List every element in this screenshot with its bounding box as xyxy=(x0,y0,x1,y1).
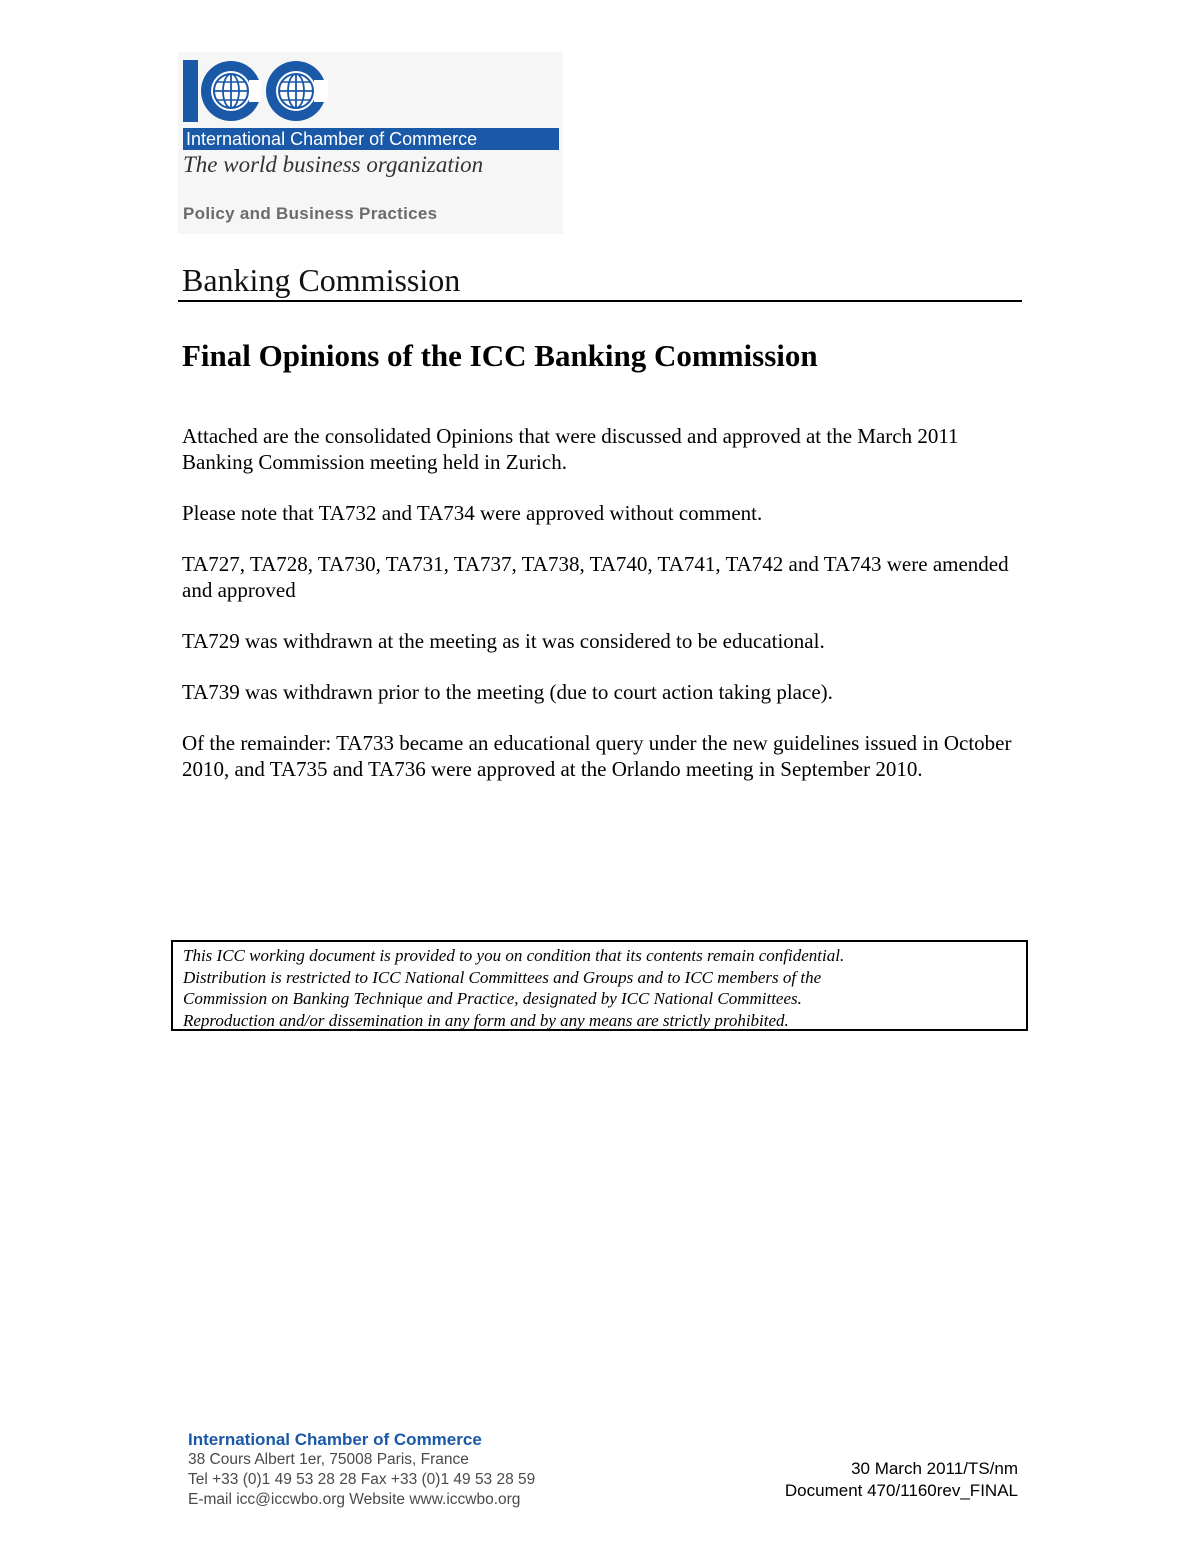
page-title: Final Opinions of the ICC Banking Commission xyxy=(182,338,818,373)
paragraph: Attached are the consolidated Opinions that were discussed and approved at the March 2011 Banking Commission meeting held in Zurich. xyxy=(182,424,959,474)
notice-line: Commission on Banking Technique and Practice, designated by ICC National Committees. xyxy=(183,989,802,1008)
globe-icon xyxy=(201,61,261,121)
footer-address-line: 38 Cours Albert 1er, 75008 Paris, France xyxy=(188,1451,469,1468)
footer-phone-fax: Tel +33 (0)1 49 53 28 28 Fax +33 (0)1 49 53 28 59 xyxy=(188,1471,536,1488)
document-reference xyxy=(700,1458,1018,1502)
org-name-band: International Chamber of Commerce xyxy=(183,128,559,150)
date-reference: 30 March 2011/TS/nm xyxy=(851,1459,1018,1478)
notice-line: This ICC working document is provided to you on condition that its contents remain confidential. xyxy=(183,946,845,965)
letterhead xyxy=(178,52,563,234)
paragraph: Please note that TA732 and TA734 were approved without comment. xyxy=(182,501,763,525)
commission-title: Banking Commission xyxy=(182,262,461,298)
title-divider xyxy=(178,300,1022,302)
paragraph: TA727, TA728, TA730, TA731, TA737, TA738, TA740, TA741, TA742 and TA743 were amended and approved xyxy=(182,552,1009,602)
paragraph: TA739 was withdrawn prior to the meeting (due to court action taking place). xyxy=(182,680,833,704)
icc-logo xyxy=(183,58,328,124)
department-label: Policy and Business Practices xyxy=(183,204,438,223)
notice-line: Reproduction and/or dissemination in any form and by any means are strictly prohibited. xyxy=(183,1010,789,1030)
paragraph: Of the remainder: TA733 became an educational query under the new guidelines issued in October 2010, and TA735 and TA736 were approved at the Orlando meeting in September 2010. xyxy=(182,731,1012,781)
footer-email-web: E-mail icc@iccwbo.org Website www.iccwbo.org xyxy=(188,1491,521,1508)
body-text xyxy=(182,423,1017,807)
tagline: The world business organization xyxy=(183,152,484,177)
footer-address xyxy=(188,1430,535,1510)
document-number: Document 470/1160rev_FINAL xyxy=(784,1481,1018,1500)
paragraph: TA729 was withdrawn at the meeting as it was considered to be educational. xyxy=(182,629,825,653)
confidentiality-notice xyxy=(171,940,1028,1031)
notice-line: Distribution is restricted to ICC National Committees and Groups and to ICC members of the xyxy=(183,967,822,987)
footer-org-name: International Chamber of Commerce xyxy=(188,1430,482,1449)
globe-icon xyxy=(266,61,328,121)
